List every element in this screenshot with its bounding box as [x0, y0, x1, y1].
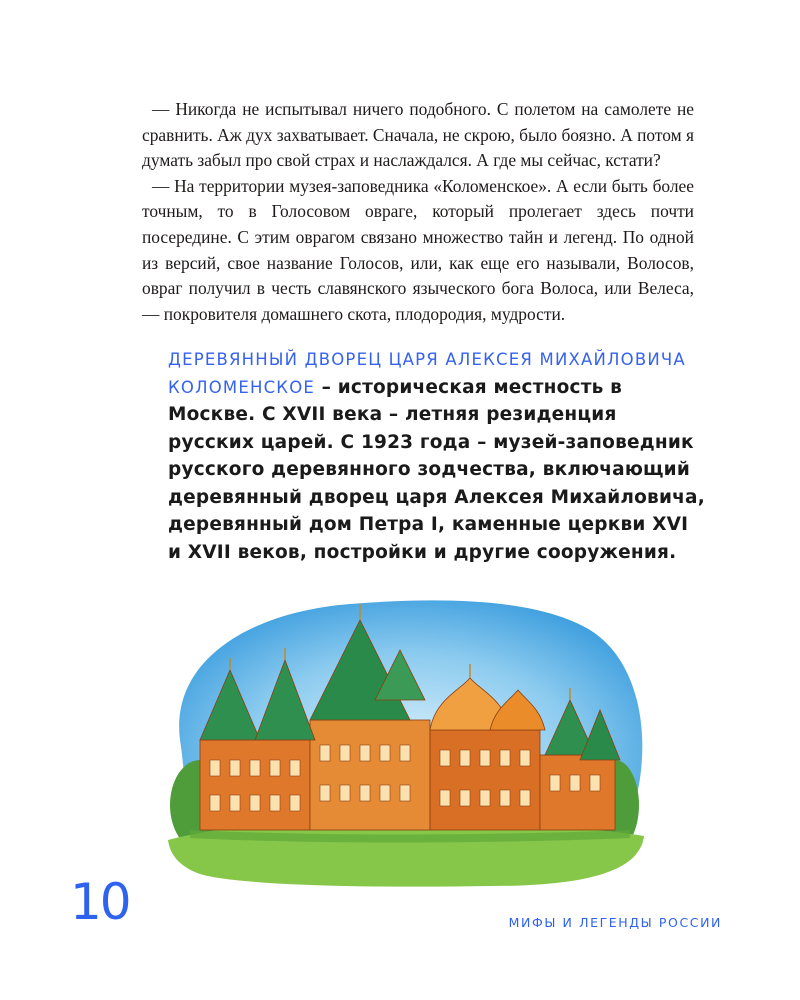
- infobox: [168, 346, 708, 566]
- wooden-palace-illustration: [160, 590, 652, 888]
- paragraph: — Никогда не испытывал ничего подобного. С полетом на самолете не сравнить. Аж дух захватывает. Сначала, не скрою, было боязно. А потом я думать забыл про свой страх и наслаждался. А где мы сейчас, кстати?: [142, 99, 694, 171]
- infobox-text: – историческая местность в Москве. С XVII века – летняя резиденция русских царей. С 1923 года – музей-заповедник русского деревянного зодчества, включающий деревянный дворец царя Алексея Михайловича, деревянный дом Петра I, каменные церкви XVI и XVII веков, постройки и другие сооружения.: [168, 376, 705, 563]
- running-title: МИФЫ И ЛЕГЕНДЫ РОССИИ: [508, 915, 722, 930]
- infobox-title: ДЕРЕВЯННЫЙ ДВОРЕЦ ЦАРЯ АЛЕКСЕЯ МИХАЙЛОВИЧА: [168, 350, 686, 369]
- page-number: 10: [70, 873, 130, 931]
- body-text: [142, 97, 694, 327]
- paragraph: — На территории музея-заповедника «Коломенское». А если быть более точным, то в Голосовом овраге, который пролегает здесь почти посередине. С этим оврагом связано множество тайн и легенд. По одной из версий, свое название Голосов, или, как еще его называли, Волосов, овраг получил в честь славянского языческого бога Волоса, или Велеса, — покровителя домашнего скота, плодородия, мудрости.: [142, 175, 694, 324]
- grass: [168, 821, 644, 887]
- infobox-term: КОЛОМЕНСКОЕ: [168, 377, 316, 397]
